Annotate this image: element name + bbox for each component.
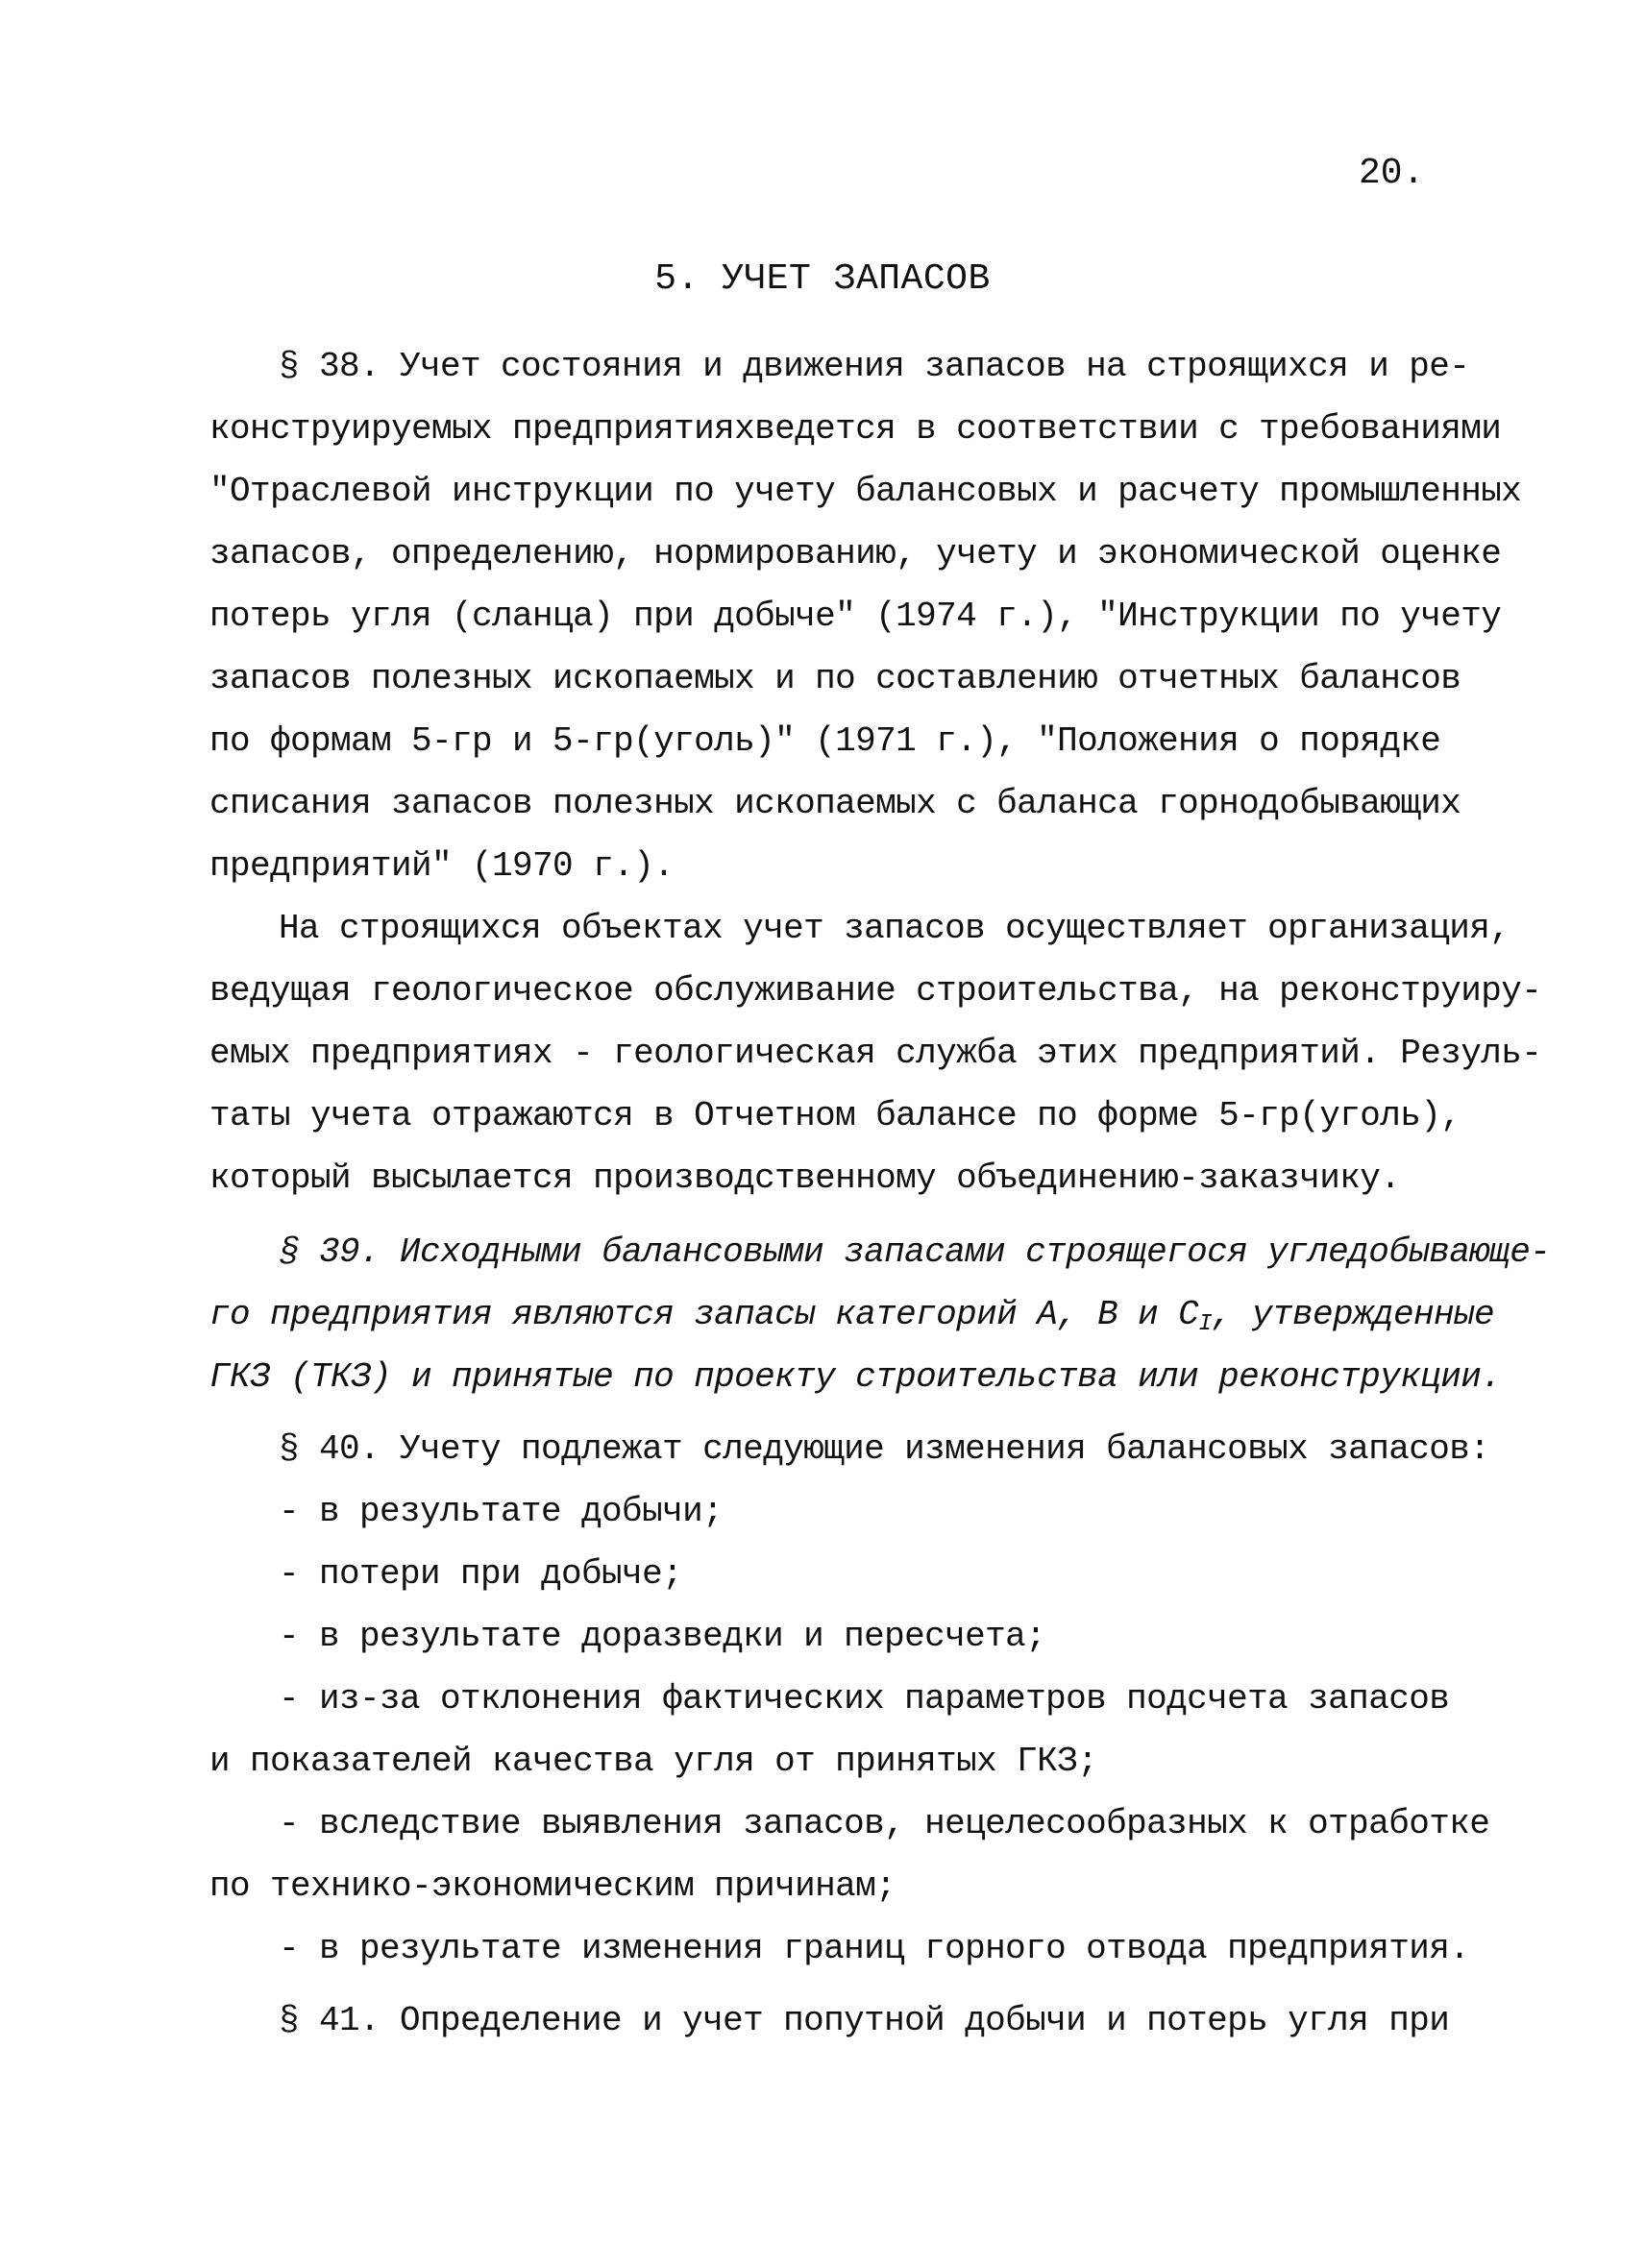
paragraph-38-line-2: конструируемых предприятияхведется в соответствии с требованиями xyxy=(209,409,1502,449)
paragraph-39-line-1: § 39. Исходными балансовыми запасами строящегося угледобывающе- xyxy=(279,1232,1551,1272)
category-subscript: I xyxy=(1198,1311,1212,1337)
paragraph-40-item-4-cont: и показателей качества угля от принятых ГКЗ; xyxy=(209,1742,1098,1781)
paragraph-38b-line-5: который высылается производственному объединению-заказчику. xyxy=(209,1158,1401,1198)
paragraph-38-line-8: списания запасов полезных ископаемых с баланса горнодобывающих xyxy=(209,784,1461,823)
paragraph-38b-line-3: емых предприятиях - геологическая служба этих предприятий. Резуль- xyxy=(209,1034,1542,1073)
paragraph-38-line-9: предприятий" (1970 г.). xyxy=(209,846,675,886)
paragraph-40-item-1: - в результате добычи; xyxy=(279,1492,724,1531)
paragraph-40-line-1: § 40. Учету подлежат следующие изменения балансовых запасов: xyxy=(279,1429,1490,1469)
page-number: 20. xyxy=(1359,153,1425,194)
paragraph-39-line-2 xyxy=(209,1292,1494,1348)
paragraph-38b-line-4: таты учета отражаются в Отчетном балансе по форме 5-гр(уголь), xyxy=(209,1096,1461,1135)
paragraph-38-line-7: по формам 5-гр и 5-гр(уголь)" (1971 г.), "Положения о порядке xyxy=(209,721,1441,761)
paragraph-38-line-5: потерь угля (сланца) при добыче" (1974 г.), "Инструкции по учету xyxy=(209,597,1502,636)
paragraph-39-line-3: ГКЗ (ТКЗ) и принятые по проекту строительства или реконструкции. xyxy=(209,1357,1502,1397)
paragraph-38-line-1: § 38. Учет состояния и движения запасов на строящихся и ре- xyxy=(279,347,1470,386)
paragraph-38-line-3: "Отраслевой инструкции по учету балансовых и расчету промышленных xyxy=(209,472,1522,511)
paragraph-40-item-4: - из-за отклонения фактических параметров подсчета запасов xyxy=(279,1679,1450,1719)
paragraph-40-item-5: - вследствие выявления запасов, нецелесообразных к отработке xyxy=(279,1804,1490,1843)
section-heading: 5. УЧЕТ ЗАПАСОВ xyxy=(654,258,991,300)
paragraph-40-item-6: - в результате изменения границ горного отвода предприятия. xyxy=(279,1929,1470,1968)
paragraph-41-line-1: § 41. Определение и учет попутной добычи и потерь угля при xyxy=(279,2001,1450,2040)
paragraph-38-line-6: запасов полезных ископаемых и по составлению отчетных балансов xyxy=(209,659,1461,698)
paragraph-38b-line-2: ведущая геологическое обслуживание строительства, на реконструиру- xyxy=(209,971,1542,1011)
paragraph-40-item-2: - потери при добыче; xyxy=(279,1554,683,1594)
paragraph-39-line-2-text-a: го предприятия являются запасы категорий А, В и С xyxy=(209,1295,1199,1334)
paragraph-40-item-3: - в результате доразведки и пересчета; xyxy=(279,1617,1046,1656)
paragraph-38-line-4: запасов, определению, нормированию, учету и экономической оценке xyxy=(209,534,1502,573)
paragraph-39-line-2-text-b: , утвержденные xyxy=(1212,1295,1495,1334)
paragraph-38b-line-1: На строящихся объектах учет запасов осуществляет организация, xyxy=(279,909,1510,948)
paragraph-40-item-5-cont: по технико-экономическим причинам; xyxy=(209,1866,896,1906)
